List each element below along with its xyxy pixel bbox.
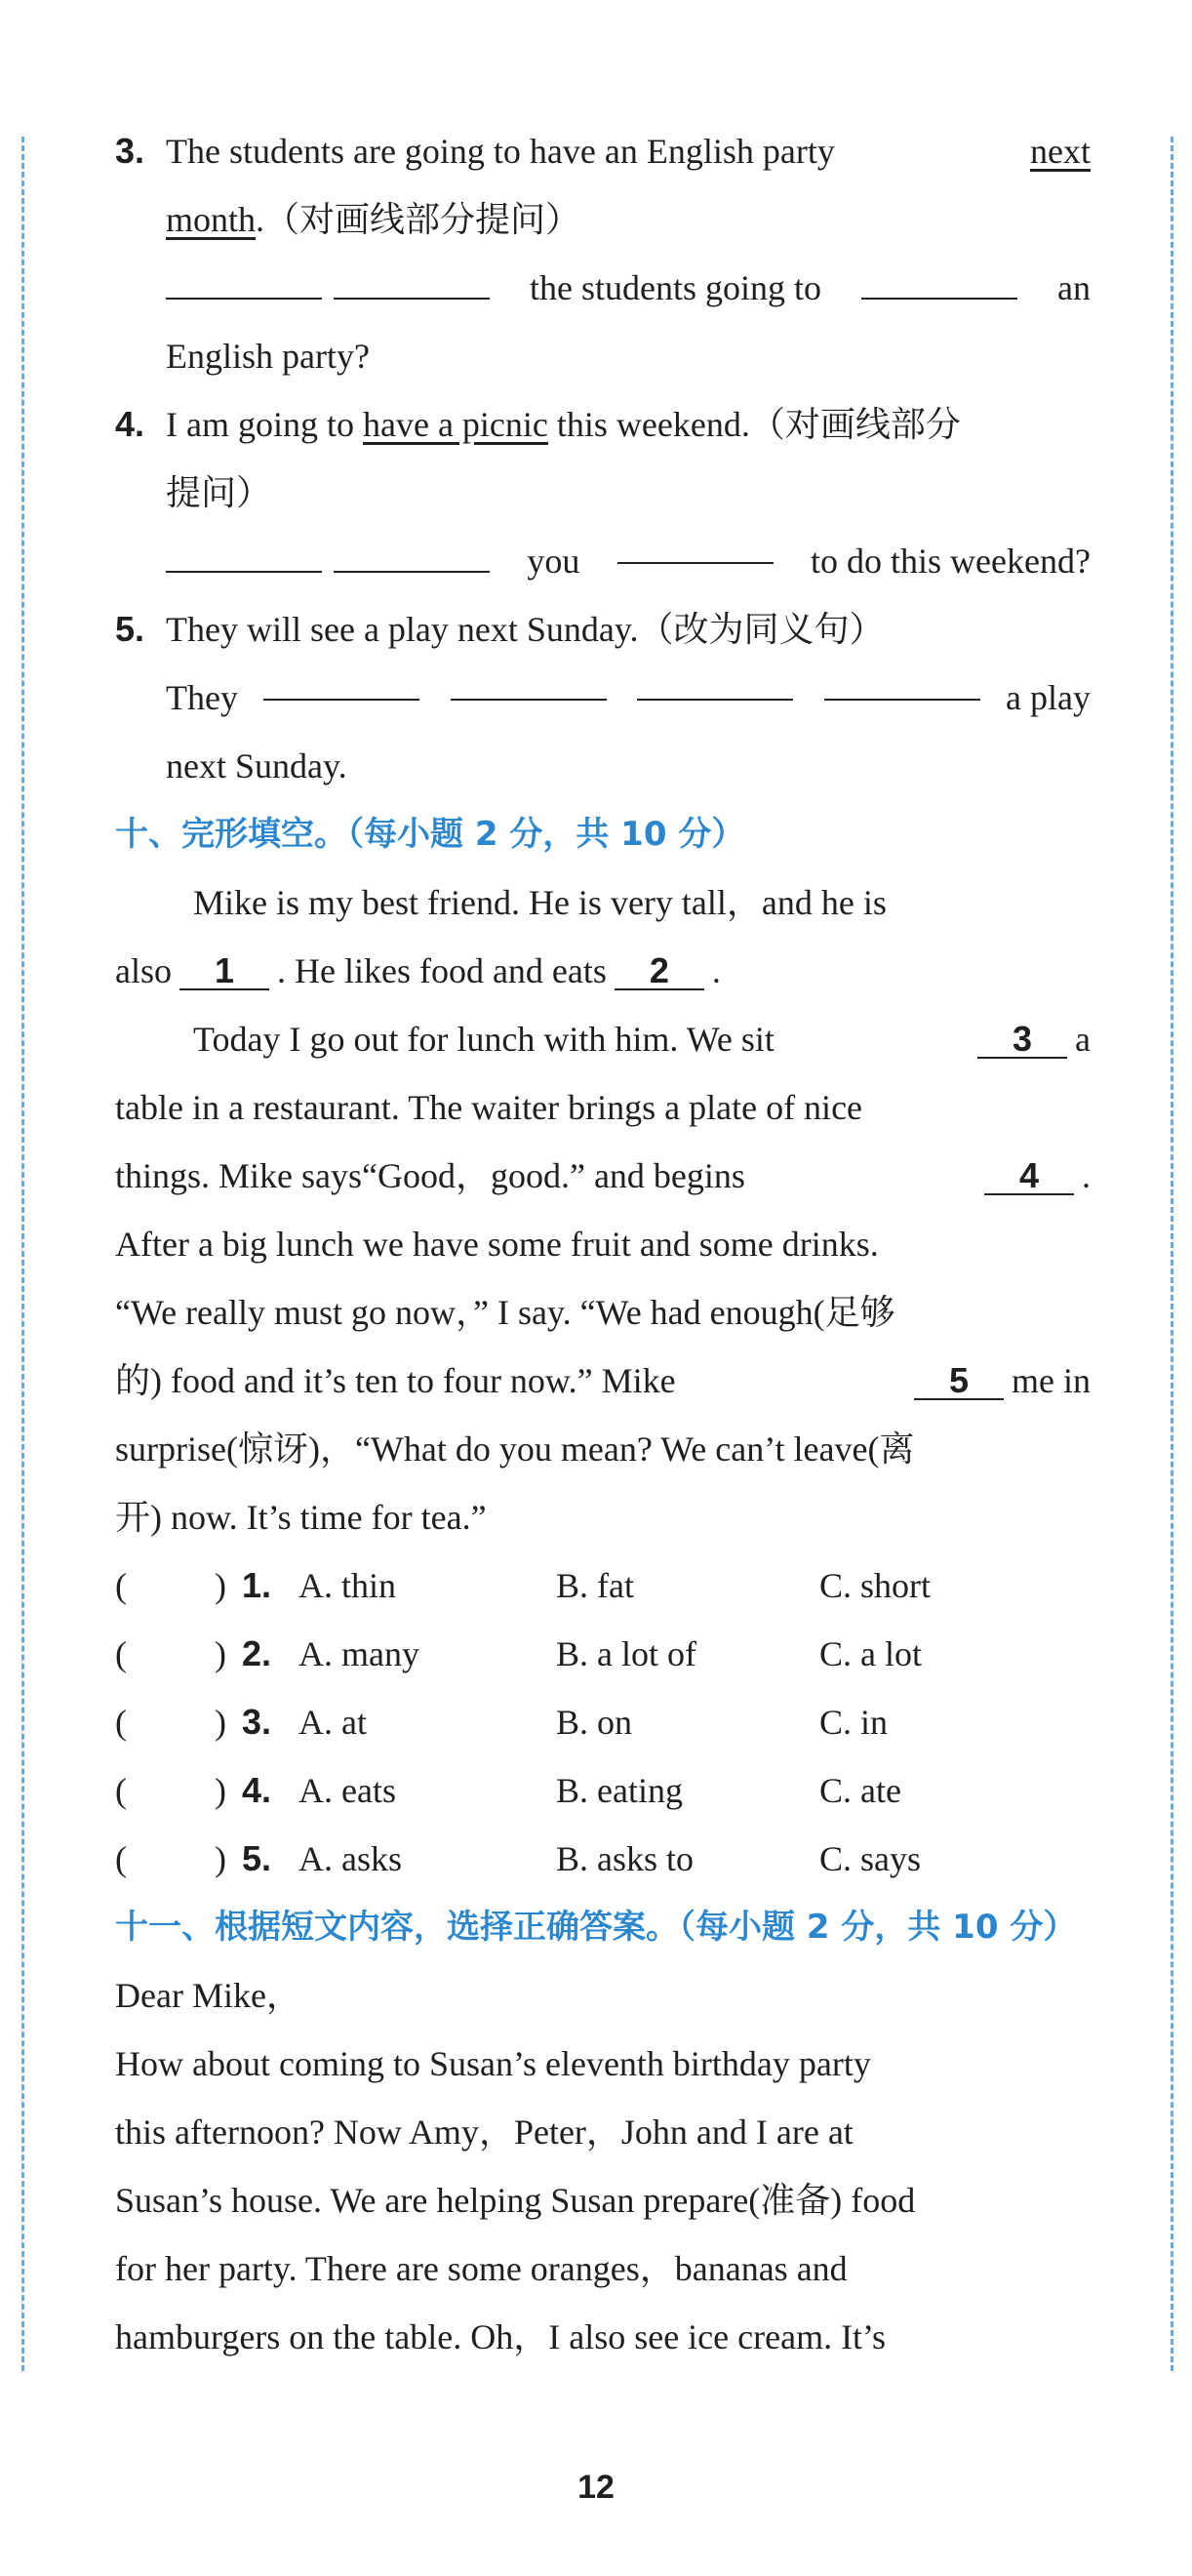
option-c[interactable]: C. ate (819, 1771, 901, 1810)
letter-line: for her party. There are some oranges，bananas and (115, 2249, 848, 2288)
worksheet-page (115, 117, 1091, 2371)
right-dashed-border (1171, 137, 1173, 2371)
answer-blank[interactable] (263, 664, 419, 701)
letter-line: How about coming to Susan’s eleventh birthday party (115, 2044, 871, 2083)
answer-blank[interactable] (451, 664, 607, 701)
q3-line3: the students going to an (115, 254, 1091, 322)
q5-line3: next Sunday. (166, 746, 347, 785)
cloze-blank-1: 1 (179, 953, 269, 990)
q3-line4: English party? (166, 337, 370, 376)
answer-blank[interactable] (617, 527, 774, 564)
q5-line1: 5. They will see a play next Sunday.（改为同义句） (115, 595, 1091, 664)
cloze-p2-l8: 开) now. It’s time for tea.” (115, 1498, 487, 1537)
left-dashed-border (21, 137, 24, 2371)
cloze-p2-l1: Today I go out for lunch with him. We sit 3 a (193, 1019, 1091, 1059)
cloze-blank-2: 2 (615, 953, 704, 990)
option-row: ( ) 1. A. thin B. fat C. short (115, 1551, 1091, 1620)
option-a[interactable]: A. at (298, 1703, 367, 1742)
cloze-blank-5: 5 (914, 1363, 1004, 1400)
letter-line: Susan’s house. We are helping Susan prepare(准备) food (115, 2181, 916, 2220)
cloze-p2-l6: 的) food and it’s ten to four now.” Mike 5 me in (115, 1360, 1091, 1400)
option-row: ( ) 5. A. asks B. asks to C. says (115, 1825, 1091, 1893)
q3-underlined-month: month (166, 200, 257, 239)
cloze-p2-l2: table in a restaurant. The waiter brings a plate of nice (115, 1088, 863, 1127)
letter-salutation: Dear Mike， (115, 1976, 301, 2015)
cloze-blank-3: 3 (977, 1022, 1067, 1059)
answer-blank[interactable] (861, 262, 1017, 300)
q5-number: 5. (115, 609, 145, 649)
option-b[interactable]: B. asks to (556, 1839, 695, 1878)
cloze-p1-l2: also 1 . He likes food and eats 2 . (115, 950, 721, 990)
option-a[interactable]: A. eats (298, 1771, 396, 1810)
answer-paren[interactable]: ( (115, 1771, 127, 1810)
answer-paren[interactable]: ( (115, 1839, 127, 1878)
option-c[interactable]: C. a lot (819, 1634, 922, 1673)
letter-line: hamburgers on the table. Oh，I also see ice cream. It’s (115, 2317, 887, 2356)
section-10-title: 十、完形填空。（每小题 2 分，共 10 分） (115, 815, 745, 854)
q4-underlined-phrase: have a picnic (362, 405, 548, 444)
q3-number: 3. (115, 131, 145, 171)
answer-blank[interactable] (334, 262, 490, 300)
answer-blank[interactable] (166, 536, 322, 573)
option-c[interactable]: C. in (819, 1703, 889, 1742)
answer-blank[interactable] (637, 664, 793, 701)
answer-blank[interactable] (166, 262, 322, 300)
cloze-p1-l1: Mike is my best friend. He is very tall，and he is (193, 883, 887, 922)
q4-line1: 4. I am going to have a picnic this weekend.（对画线部分 (115, 390, 1091, 459)
option-b[interactable]: B. a lot of (556, 1634, 696, 1673)
q3-line2: month.（对画线部分提问） (166, 200, 581, 239)
cloze-p2-l3: things. Mike says“Good，good.” and begins 4 . (115, 1155, 1091, 1195)
q5-line2: They a play (115, 664, 1091, 732)
option-c[interactable]: C. says (819, 1839, 922, 1878)
option-a[interactable]: A. many (298, 1634, 419, 1673)
q4-line2: 提问） (166, 473, 272, 512)
q3-line1: 3. The students are going to have an English party next (115, 117, 1091, 185)
q4-number: 4. (115, 404, 145, 444)
cloze-blank-4: 4 (984, 1158, 1074, 1195)
q3-underlined-next: next (1030, 132, 1091, 171)
letter-line: this afternoon? Now Amy，Peter，John and I are at (115, 2113, 854, 2152)
option-row: ( ) 2. A. many B. a lot of C. a lot (115, 1620, 1091, 1688)
option-b[interactable]: B. eating (556, 1771, 683, 1810)
cloze-p2-l4: After a big lunch we have some fruit and some drinks. (115, 1225, 879, 1264)
cloze-p2-l5: “We really must go now，” I say. “We had enough(足够 (115, 1293, 895, 1332)
option-b[interactable]: B. fat (556, 1566, 634, 1605)
cloze-p2-l7: surprise(惊讶)，“What do you mean? We can’t leave(离 (115, 1429, 915, 1469)
q4-line3: you to do this weekend? (115, 527, 1091, 595)
answer-paren[interactable]: ( (115, 1703, 127, 1742)
section-11-title: 十一、根据短文内容，选择正确答案。（每小题 2 分，共 10 分） (115, 1908, 1077, 1947)
option-c[interactable]: C. short (819, 1566, 932, 1605)
option-a[interactable]: A. thin (298, 1566, 397, 1605)
option-a[interactable]: A. asks (298, 1839, 402, 1878)
answer-blank[interactable] (824, 664, 980, 701)
page-number: 12 (577, 2469, 615, 2506)
answer-paren[interactable]: ( (115, 1634, 127, 1673)
option-b[interactable]: B. on (556, 1703, 633, 1742)
answer-blank[interactable] (334, 536, 490, 573)
option-row: ( ) 3. A. at B. on C. in (115, 1688, 1091, 1756)
option-row: ( ) 4. A. eats B. eating C. ate (115, 1756, 1091, 1825)
answer-paren[interactable]: ( (115, 1566, 127, 1605)
